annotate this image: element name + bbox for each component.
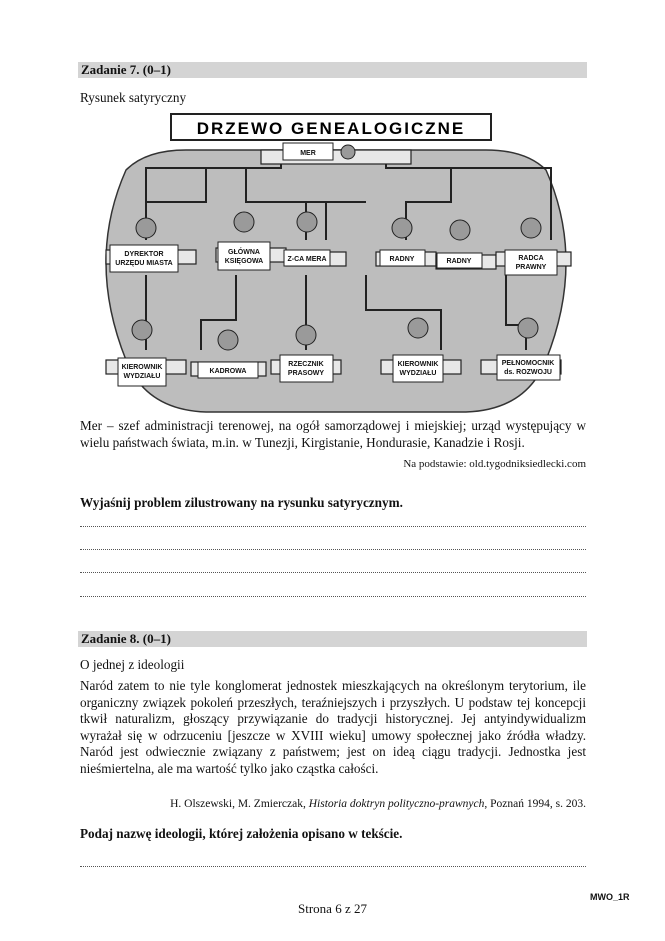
- label-dyrektor-2: URZĘDU MIASTA: [115, 260, 173, 267]
- answer-line[interactable]: [80, 549, 586, 550]
- task7-source: Na podstawie: old.tygodniksiedlecki.com: [403, 458, 586, 470]
- task7-question: Wyjaśnij problem zilustrowany na rysunku satyrycznym.: [80, 495, 403, 510]
- label-zca-mera: Z-CA MERA: [287, 256, 327, 263]
- label-pelnomocnik-2: ds. ROZWOJU: [504, 369, 552, 376]
- task8-header: Zadanie 8. (0–1): [78, 631, 587, 647]
- label-radca-2: PRAWNY: [515, 264, 547, 271]
- exam-code: MWO_1R: [590, 892, 630, 902]
- label-mer: MER: [300, 150, 316, 157]
- label-kadrowa: KADROWA: [209, 368, 247, 375]
- task8-subtitle: O jednej z ideologii: [80, 657, 185, 672]
- satirical-cartoon: [86, 110, 582, 415]
- label-kierownik2-1: KIEROWNIK: [397, 361, 439, 368]
- page-number: Strona 6 z 27: [298, 901, 367, 916]
- label-kierownik1-1: KIEROWNIK: [121, 364, 163, 371]
- answer-line[interactable]: [80, 866, 586, 867]
- citation-rest: , Poznań 1994, s. 203.: [484, 798, 586, 810]
- label-radca-1: RADCA: [518, 255, 544, 262]
- label-rzecznik-1: RZECZNIK: [288, 361, 324, 368]
- label-ksiegowa-1: GŁÓWNA: [228, 249, 260, 256]
- cartoon-title: DRZEWO GENEALOGICZNE: [196, 119, 466, 138]
- label-rzecznik-2: PRASOWY: [287, 370, 325, 377]
- label-pelnomocnik-1: PEŁNOMOCNIK: [501, 360, 555, 367]
- citation-authors: H. Olszewski, M. Zmierczak,: [170, 798, 309, 810]
- label-radny-2: RADNY: [446, 258, 472, 265]
- task8-paragraph: Naród zatem to nie tyle konglomerat jednostek mieszkających na określonym terytorium, ile organiczny związek pokoleń przeszłych, teraźniejszych i przyszłych. U podstaw tej koncepcji tkwił naturalizm, głoszący przywiązanie do tradycji historycznej. Jej antyindywidualizm wyrażał się w odrzuceniu [jeszcze w XVIII wieku] umowy społecznej jako źródła władzy. Naród jest odwiecznie związany z państwem; jest on ideą ciągu tradycji. Jednostka jest nieśmiertelna, ale ma wartość tylko jako cząstka całości.: [80, 678, 586, 776]
- task8-citation: [80, 798, 586, 810]
- citation-title: Historia doktryn polityczno-prawnych: [308, 798, 485, 810]
- label-kierownik1-2: WYDZIAŁU: [123, 373, 161, 380]
- task7-subtitle: Rysunek satyryczny: [80, 90, 187, 105]
- task8-question: Podaj nazwę ideologii, której założenia opisano w tekście.: [80, 826, 403, 841]
- task7-description: Mer – szef administracji terenowej, na ogół samorządowej i miejskiej; urząd występujący w wielu państwach świata, m.in. w Tunezji, Kirgistanie, Hondurasie, Kanadzie i Rosji.: [80, 418, 586, 450]
- task7-header: Zadanie 7. (0–1): [78, 62, 587, 78]
- label-radny-1: RADNY: [389, 256, 415, 263]
- label-kierownik2-2: WYDZIAŁU: [399, 370, 437, 377]
- label-ksiegowa-2: KSIĘGOWA: [224, 258, 264, 265]
- answer-line[interactable]: [80, 596, 586, 597]
- answer-line[interactable]: [80, 526, 586, 527]
- label-dyrektor-1: DYREKTOR: [124, 251, 164, 258]
- answer-line[interactable]: [80, 572, 586, 573]
